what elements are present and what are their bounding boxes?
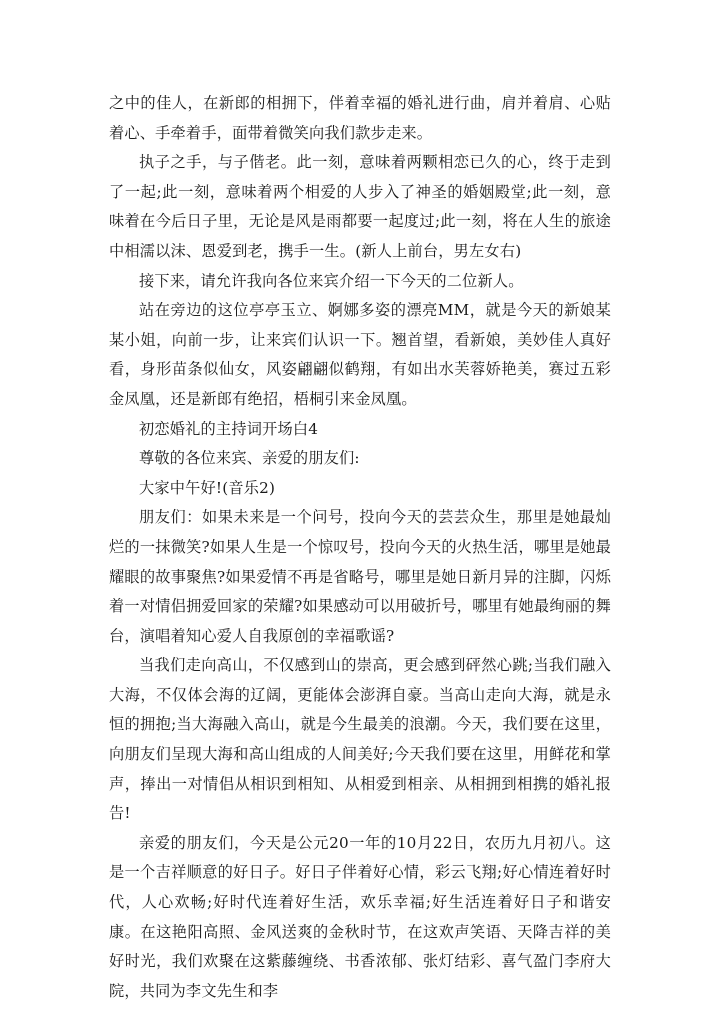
paragraph-bride-entrance: 之中的佳人，在新郎的相拥下，伴着幸福的婚礼进行曲，肩并着肩、心贴着心、手牵着手，面带着微笑向我们款步走来。 — [109, 94, 611, 142]
paragraph-introduce-couple: 接下来，请允许我向各位来宾介绍一下今天的二位新人。 — [139, 271, 524, 290]
paragraph-auspicious-day: 亲爱的朋友们，今天是公元20一年的10月22日，农历九月初八。这是一个吉祥顺意的好日子。好日子伴着好心情，彩云飞翔;好心情连着好时代，人心欢畅;好时代连着好生活，欢乐幸福;好生活连着好日子和谐安康。在这艳阳高照、金风送爽的金秋时节，在这欢声笑语、天降吉祥的美好时光，我们欢聚在这紫藤缠绕、书香浓郁、张灯结彩、喜气盈门李府大院，共同为李文先生和李 — [109, 833, 611, 1000]
document-body — [109, 89, 611, 1006]
paragraph-greeting: 尊敬的各位来宾、亲爱的朋友们: — [139, 449, 360, 468]
paragraph-good-afternoon: 大家中午好!(音乐2) — [139, 478, 276, 497]
paragraph-hand-in-hand: 执子之手，与子偕老。此一刻，意味着两颗相恋已久的心，终于走到了一起;此一刻，意味着两个相爱的人步入了神圣的婚姻殿堂;此一刻，意味着在今后日子里，无论是风是雨都要一起度过;此一刻，将在人生的旅途中相濡以沫、恩爱到老，携手一生。(新人上前台，男左女右) — [109, 153, 611, 260]
section-heading: 初恋婚礼的主持词开场白4 — [139, 419, 319, 438]
paragraph-bride-description: 站在旁边的这位亭亭玉立、婀娜多姿的漂亮MM，就是今天的新娘某某小姐，向前一步，让来宾们认识一下。翘首望，看新娘，美妙佳人真好看，身形苗条似仙女，风姿翩翩似鹤翔，有如出水芙蓉娇艳美，赛过五彩金凤凰，还是新郎有绝招，梧桐引来金凤凰。 — [109, 301, 611, 408]
paragraph-friends-punctuation: 朋友们：如果未来是一个问号，投向今天的芸芸众生，那里是她最灿烂的一抹微笑?如果人生是一个惊叹号，投向今天的火热生活，哪里是她最耀眼的故事聚焦?如果爱情不再是省略号，哪里是她日新月异的注脚，闪烁着一对情侣拥爱回家的荣耀?如果感动可以用破折号，哪里有她最绚丽的舞台，演唱着知心爱人自我原创的幸福歌谣? — [109, 508, 611, 645]
paragraph-mountain-sea: 当我们走向高山，不仅感到山的崇高，更会感到砰然心跳;当我们融入大海，不仅体会海的辽阔，更能体会澎湃自豪。当高山走向大海，就是永恒的拥抱;当大海融入高山，就是今生最美的浪潮。今天，我们要在这里，向朋友们呈现大海和高山组成的人间美好;今天我们要在这里，用鲜花和掌声，捧出一对情侣从相识到相知、从相爱到相亲、从相拥到相携的婚礼报告! — [109, 656, 611, 823]
